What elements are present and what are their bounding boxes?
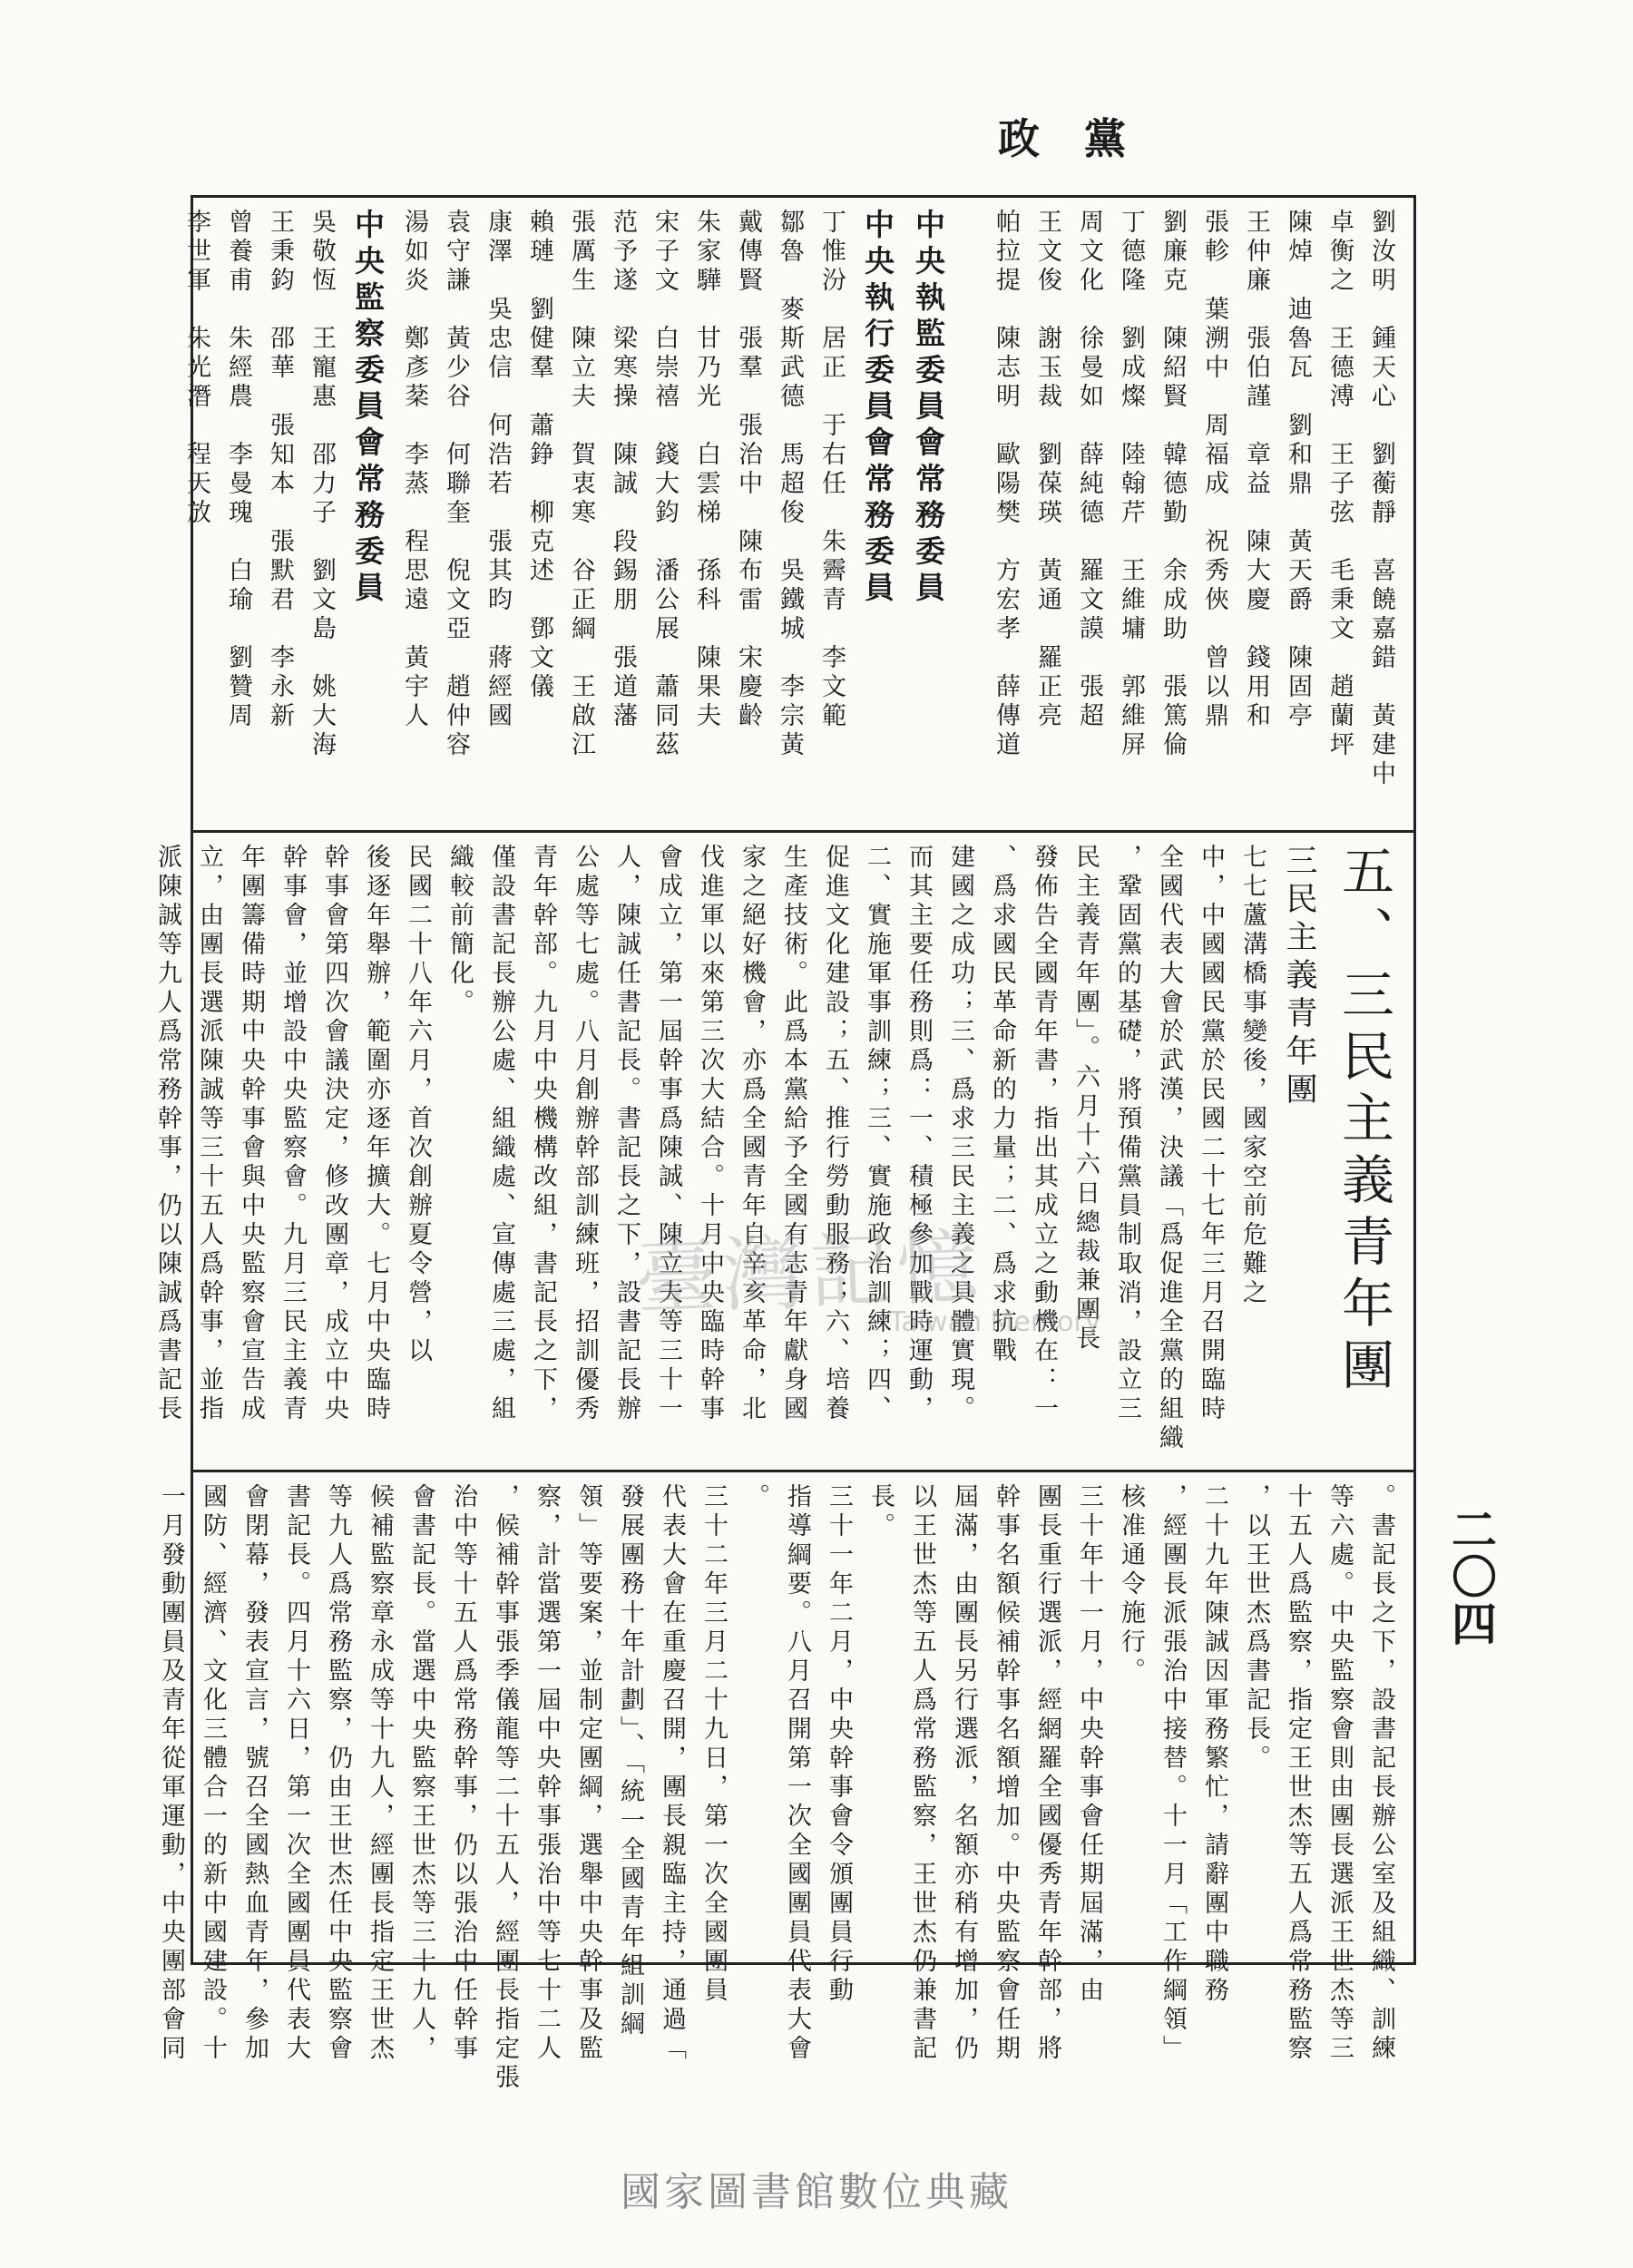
body-text-column: 織較前簡化。	[445, 844, 474, 1018]
body-text-column: 發佈告全國青年書，指出其成立之動機在：一	[1030, 844, 1058, 1424]
body-text-column: 民主義青年團」。六月十六日總裁兼團長	[1071, 844, 1100, 1354]
body-text-column: 人，陳誠任書記長。書記長之下，設書記長辦	[612, 844, 640, 1424]
body-text-column: 一月發動團員及青年從軍運動，中央團部會同	[157, 1483, 185, 2064]
supervisory-committee-column: 李世軍 朱光潛 程天放	[182, 209, 210, 528]
body-text-column: 立，由團長選派陳誠等三十五人爲幹事，並指	[195, 844, 223, 1424]
exec-committee-column: 賴璉 劉健羣 蕭錚 柳克述 鄧文儀	[525, 209, 553, 702]
body-text-column: 僅設書記長辦公處、組織處、宣傳處三處，組	[487, 844, 515, 1424]
body-text-column: 書記長。四月十六日，第一次全國團員代表大	[282, 1483, 310, 2064]
body-text-column: 十五人爲監察，指定王世杰等五人爲常務監察	[1284, 1483, 1312, 2064]
body-text-column: 以王世杰等五人爲常務監察，王世杰仍兼書記	[908, 1483, 936, 2064]
section-subtitle: 三民主義青年團	[1281, 844, 1317, 1110]
body-text-column: 家之絕好機會，亦爲全國青年自辛亥革命，北	[738, 844, 766, 1424]
section-heading: 中央執行委員會常務委員	[860, 209, 895, 608]
member-list-column: 周文化 徐曼如 薛純德 羅文謨 張超	[1075, 209, 1103, 731]
supervisory-committee-column: 王秉鈞 邵華 張知本 張默君 李永新	[266, 209, 294, 731]
body-text-column: 後逐年舉辦，範圍亦逐年擴大。七月中央臨時	[362, 844, 390, 1424]
body-text-column: 三十一年二月，中央幹事會令頒團員行動	[825, 1483, 853, 2006]
exec-committee-column: 范予遂 梁寒操 陳誠 段錫朋 張道藩	[609, 209, 637, 731]
body-text-column: 二、實施軍事訓練；三、實施政治訓練；四、	[863, 844, 891, 1424]
exec-committee-column: 康澤 吳忠信 何浩若 張其昀 蔣經國	[484, 209, 512, 731]
supervisory-committee-column: 吳敬恆 王寵惠 邵力子 劉文島 姚大海	[308, 209, 336, 760]
watermark-logo-english: Taiwan Memory	[889, 1306, 1101, 1338]
section-heading: 中央監察委員會常務委員	[350, 209, 386, 608]
body-text-column: 年團籌備時期中央幹事會與中央監察會宣告成	[237, 844, 265, 1424]
body-text-column: 生產技術。此爲本黨給予全國有志青年獻身國	[779, 844, 807, 1424]
header-mark-left: 政	[998, 114, 1040, 163]
body-text-column: 屆滿，由團長另行選派，名額亦稍有增加，仍	[950, 1483, 978, 2064]
body-text-column: 領」等要案，並制定團綱，選舉中央幹事及監	[574, 1483, 602, 2064]
body-text-column: ，以王世杰爲書記長。	[1242, 1483, 1270, 1774]
exec-committee-column: 張厲生 陳立夫 賀衷寒 谷正綱 王啟江	[567, 209, 595, 760]
member-list-column: 陳焯 迪魯瓦 劉和鼎 黃天爵 陳固亭	[1284, 209, 1312, 731]
body-text-column: 建國之成功；三、爲求三民主義之具體實現。	[946, 844, 974, 1424]
band-divider-top	[191, 830, 1413, 833]
section-heading: 中央執監委員會常務委員	[911, 209, 946, 608]
body-text-column: 青年幹部。九月中央機構改組，書記長之下，	[529, 844, 557, 1424]
member-list-column: 劉廉克 陳紹賢 韓德勤 余成助 張篤倫	[1159, 209, 1187, 760]
body-text-column: 幹事會第四次會議決定，修改團章，成立中央	[320, 844, 348, 1424]
body-text-column: 察，計當選第一屆中央幹事張治中等七十二人	[533, 1483, 561, 2064]
member-list-column: 張軫 葉溯中 周福成 祝秀俠 曾以鼎	[1200, 209, 1228, 731]
body-text-column: ，候補幹事張季儀龍等二十五人，經團長指定張	[491, 1483, 519, 2093]
body-text-column: 公處等七處。八月創辦幹部訓練班，招訓優秀	[571, 844, 599, 1424]
body-text-column: 派陳誠等九人爲常務幹事，仍以陳誠爲書記長	[153, 844, 181, 1424]
member-list-column: 帕拉提 陳志明 歐陽樊 方宏孝 薛傳道	[992, 209, 1020, 760]
body-text-column: 指導綱要。八月召開第一次全國團員代表大會	[783, 1483, 811, 2064]
body-text-column: 伐進軍以來第三次大結合。十月中央臨時幹事	[696, 844, 724, 1424]
member-list-column: 王仲廉 張伯謹 章益 陳大慶 錢用和	[1242, 209, 1270, 731]
body-text-column: 會閉幕，發表宣言，號召全國熱血青年，參加	[240, 1483, 269, 2064]
section-title: 五、三民主義青年團	[1333, 844, 1394, 1399]
member-list-column: 劉汝明 鍾天心 劉蘅靜 喜饒嘉錯 黃建中	[1367, 209, 1395, 789]
member-list-column: 王文俊 謝玉裁 劉葆瑛 黃通 羅正亮	[1033, 209, 1061, 731]
body-text-column: 三十二年三月二十九日，第一次全國團員	[699, 1483, 728, 2006]
exec-committee-column: 宋子文 白崇禧 錢大鈞 潘公展 蕭同茲	[650, 209, 679, 760]
body-text-column: 促進文化建設；五、推行勞動服務；六、培養	[821, 844, 849, 1424]
body-text-column: 中，中國國民黨於民國二十七年三月召開臨時	[1197, 844, 1225, 1424]
member-list-column: 卓衡之 王德溥 王子弦 毛秉文 趙蘭坪	[1325, 209, 1354, 760]
youth-corps-history-band	[157, 1483, 1402, 2093]
page-number: 二〇四	[1444, 1506, 1498, 1647]
body-text-column: 國防、經濟、文化三體合一的新中國建設。十	[199, 1483, 227, 2064]
committee-lists-band	[182, 209, 1402, 826]
body-text-column: 。	[741, 1483, 769, 1512]
header-mark-right: 黨	[1084, 114, 1126, 163]
watermark-logo: 臺灣記憶	[633, 1219, 986, 1327]
body-text-column: 。書記長之下，設書記長辦公室及組織、訓練	[1367, 1483, 1395, 2064]
body-text-column: 幹事名額候補幹事名額增加。中央監察會任期	[992, 1483, 1020, 2064]
exec-committee-column: 鄒魯 麥斯武德 馬超俊 吳鐵城 李宗黃	[776, 209, 804, 760]
body-text-column: 長。	[866, 1483, 895, 1541]
body-text-column: 三十年十一月，中央幹事會任期屆滿，由	[1075, 1483, 1103, 2006]
body-text-column: 會書記長。當選中央監察王世杰等三十九人，	[407, 1483, 435, 2064]
body-text-column: 候補監察章永成等十九人，經團長指定王世杰	[366, 1483, 394, 2064]
body-text-column: 、爲求國民革命新的力量；二、爲求抗戰	[988, 844, 1016, 1366]
footer-collection-credit: 國家圖書館數位典藏	[621, 2169, 1012, 2215]
band-divider-bottom	[191, 1470, 1413, 1472]
body-text-column: 而其主要任務則爲：一、積極參加戰時運動，	[905, 844, 933, 1424]
body-text-column: 發展團務十年計劃」、「統一全國青年組訓綱	[616, 1483, 644, 2039]
exec-committee-column: 袁守謙 黃少谷 何聯奎 倪文亞 趙仲容	[442, 209, 470, 760]
body-text-column: 幹事會，並增設中央監察會。九月三民主義青	[279, 844, 307, 1424]
body-text-column: 核准通令施行。	[1117, 1483, 1145, 1686]
member-list-column: 丁德隆 劉成燦 陸翰芹 王維墉 郭維屏	[1117, 209, 1145, 760]
body-text-column: 團長重行選派，經網羅全國優秀青年幹部，將	[1033, 1483, 1061, 2064]
body-text-column: 全國代表大會於武漢，決議「爲促進全黨的組織	[1155, 844, 1183, 1453]
body-text-column: ，經團長派張治中接替。十一月「工作綱領」	[1159, 1483, 1187, 2064]
body-text-column: 等九人爲常務監察，仍由王世杰任中央監察會	[324, 1483, 352, 2064]
body-text-column: ，鞏固黨的基礎，將預備黨員制取消，設立三	[1113, 844, 1141, 1424]
body-text-column: 會成立，第一屆幹事爲陳誠、陳立夫等三十一	[654, 844, 682, 1424]
exec-committee-column: 丁惟汾 居正 于右任 朱霽青 李文範	[817, 209, 846, 731]
body-text-column: 等六處。中央監察會則由團長選派王世杰等三	[1325, 1483, 1354, 2064]
exec-committee-column: 湯如炎 鄭彥棻 李蒸 程思遠 黃宇人	[400, 209, 428, 731]
body-text-column: 治中等十五人爲常務幹事，仍以張治中任幹事	[449, 1483, 477, 2064]
body-text-column: 代表大會在重慶召開，團長親臨主持，通過「	[658, 1483, 686, 2064]
body-text-column: 七七蘆溝橋事變後，國家空前危難之	[1238, 844, 1266, 1308]
exec-committee-column: 朱家驊 甘乃光 白雲梯 孫科 陳果夫	[692, 209, 720, 731]
body-text-column: 民國二十八年六月，首次創辦夏令營，以	[404, 844, 432, 1366]
exec-committee-column: 戴傳賢 張羣 張治中 陳布雷 宋慶齡	[734, 209, 762, 731]
supervisory-committee-column: 曾養甫 朱經農 李曼瑰 白瑜 劉贊周	[224, 209, 252, 731]
body-text-column: 二十九年陳誠因軍務繁忙，請辭團中職務	[1200, 1483, 1228, 2006]
youth-corps-intro-band	[153, 844, 1402, 1461]
